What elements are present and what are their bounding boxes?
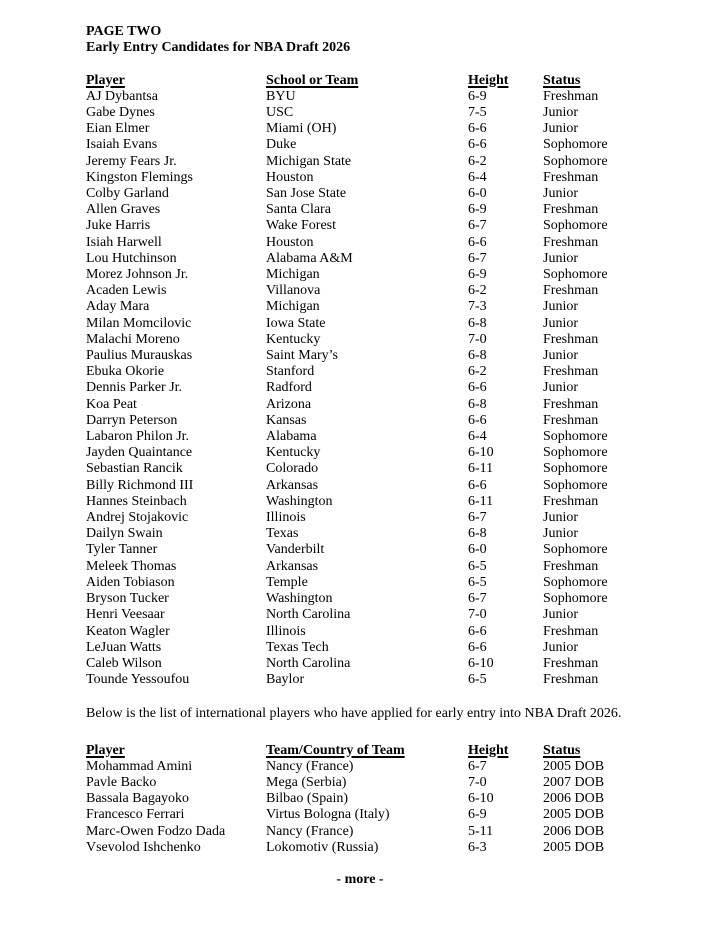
table-cell: Michigan State bbox=[266, 153, 352, 169]
table-row bbox=[86, 624, 634, 640]
table-cell: 7-0 bbox=[468, 607, 487, 623]
table-cell: Jayden Quaintance bbox=[86, 445, 193, 461]
table-cell: Junior bbox=[543, 607, 578, 623]
table-cell: Villanova bbox=[266, 283, 321, 299]
table-row bbox=[86, 380, 634, 396]
table-row bbox=[86, 105, 634, 121]
table-cell: Houston bbox=[266, 169, 314, 185]
table-cell: 6-8 bbox=[468, 348, 487, 364]
table-row bbox=[86, 445, 634, 461]
table-cell: Junior bbox=[543, 250, 578, 266]
table-row bbox=[86, 478, 634, 494]
international-table-body bbox=[86, 759, 634, 856]
table-row bbox=[86, 824, 634, 840]
table-cell: Junior bbox=[543, 315, 578, 331]
table-row bbox=[86, 283, 634, 299]
table-cell: Alabama A&M bbox=[266, 250, 353, 266]
table-cell: Morez Johnson Jr. bbox=[86, 267, 189, 283]
table-row bbox=[86, 672, 634, 688]
table-cell: 6-11 bbox=[468, 461, 494, 477]
table-cell: 6-6 bbox=[468, 412, 487, 428]
table-cell: Milan Momcilovic bbox=[86, 315, 192, 331]
table-cell: Alabama bbox=[266, 429, 317, 445]
table-cell: Sophomore bbox=[543, 574, 608, 590]
table-cell: Pavle Backo bbox=[86, 774, 157, 790]
table-cell: Freshman bbox=[543, 672, 599, 688]
table-row bbox=[86, 542, 634, 558]
international-intro-text: Below is the list of international players who have applied for early entry into NBA Draft 2026. bbox=[86, 706, 622, 722]
table-cell: Koa Peat bbox=[86, 396, 137, 412]
table-cell: Sophomore bbox=[543, 137, 608, 153]
table-cell: Freshman bbox=[543, 364, 599, 380]
table-cell: 6-0 bbox=[468, 186, 487, 202]
table-cell: Arkansas bbox=[266, 558, 319, 574]
table-cell: 6-9 bbox=[468, 202, 487, 218]
table-cell: North Carolina bbox=[266, 607, 351, 623]
table-cell: Michigan bbox=[266, 267, 320, 283]
college-col-school: School or Team bbox=[266, 72, 359, 88]
table-cell: Dailyn Swain bbox=[86, 526, 163, 542]
table-cell: Sophomore bbox=[543, 542, 608, 558]
table-cell: Wake Forest bbox=[266, 218, 337, 234]
table-cell: 6-6 bbox=[468, 477, 487, 493]
table-cell: 6-8 bbox=[468, 526, 487, 542]
table-row bbox=[86, 137, 634, 153]
college-table-body bbox=[86, 89, 634, 689]
table-cell: Iowa State bbox=[266, 315, 326, 331]
table-cell: Junior bbox=[543, 639, 578, 655]
table-cell: Sophomore bbox=[543, 429, 608, 445]
intl-col-team: Team/Country of Team bbox=[266, 742, 405, 758]
table-row bbox=[86, 89, 634, 105]
table-cell: 2005 DOB bbox=[543, 758, 605, 774]
spacer bbox=[86, 723, 634, 743]
table-cell: Illinois bbox=[266, 623, 306, 639]
table-row bbox=[86, 251, 634, 267]
table-cell: Keaton Wagler bbox=[86, 623, 170, 639]
table-cell: Acaden Lewis bbox=[86, 283, 167, 299]
header-row bbox=[86, 743, 634, 759]
table-cell: Sebastian Rancik bbox=[86, 461, 183, 477]
table-cell: Washington bbox=[266, 493, 333, 509]
table-cell: Tounde Yessoufou bbox=[86, 672, 190, 688]
table-cell: Isaiah Evans bbox=[86, 137, 158, 153]
table-cell: 6-2 bbox=[468, 364, 487, 380]
table-row bbox=[86, 235, 634, 251]
table-cell: Freshman bbox=[543, 412, 599, 428]
table-cell: 2007 DOB bbox=[543, 774, 605, 790]
table-cell: 6-4 bbox=[468, 169, 487, 185]
table-cell: Junior bbox=[543, 105, 578, 120]
table-cell: Bryson Tucker bbox=[86, 591, 169, 607]
table-cell: Marc-Owen Fodzo Dada bbox=[86, 823, 226, 839]
table-row bbox=[86, 575, 634, 591]
table-row bbox=[86, 461, 634, 477]
table-row bbox=[86, 791, 634, 807]
table-row bbox=[86, 121, 634, 137]
table-row bbox=[86, 807, 634, 823]
table-cell: Bilbao (Spain) bbox=[266, 791, 349, 807]
table-cell: Sophomore bbox=[543, 153, 608, 169]
table-cell: San Jose State bbox=[266, 186, 347, 202]
table-cell: Illinois bbox=[266, 510, 306, 526]
table-cell: Freshman bbox=[543, 396, 599, 412]
table-cell: Sophomore bbox=[543, 445, 608, 461]
table-cell: 6-2 bbox=[468, 153, 487, 169]
table-cell: 2005 DOB bbox=[543, 807, 605, 823]
table-cell: 6-8 bbox=[468, 396, 487, 412]
table-cell: Texas Tech bbox=[266, 639, 329, 655]
table-cell: Sophomore bbox=[543, 477, 608, 493]
table-cell: 7-0 bbox=[468, 774, 487, 790]
table-cell: Junior bbox=[543, 380, 578, 396]
table-row bbox=[86, 218, 634, 234]
table-row bbox=[86, 559, 634, 575]
table-cell: Mohammad Amini bbox=[86, 758, 193, 774]
table-cell: 6-9 bbox=[468, 267, 487, 283]
table-row bbox=[86, 316, 634, 332]
table-cell: Junior bbox=[543, 186, 578, 202]
table-cell: Radford bbox=[266, 380, 312, 396]
table-cell: 6-6 bbox=[468, 121, 487, 137]
table-cell: Vsevolod Ishchenko bbox=[86, 839, 201, 855]
table-cell: Junior bbox=[543, 348, 578, 364]
table-cell: Stanford bbox=[266, 364, 315, 380]
table-cell: 6-7 bbox=[468, 218, 487, 234]
table-cell: Eian Elmer bbox=[86, 121, 150, 137]
table-cell: Arizona bbox=[266, 396, 312, 412]
table-cell: Juke Harris bbox=[86, 218, 151, 234]
table-cell: 6-6 bbox=[468, 137, 487, 153]
college-col-status: Status bbox=[543, 72, 581, 88]
table-cell: 6-6 bbox=[468, 623, 487, 639]
table-cell: 6-10 bbox=[468, 791, 494, 807]
table-cell: Santa Clara bbox=[266, 202, 331, 218]
table-cell: Freshman bbox=[543, 202, 599, 218]
table-cell: 6-7 bbox=[468, 591, 487, 607]
table-cell: Temple bbox=[266, 574, 308, 590]
table-cell: Freshman bbox=[543, 493, 599, 509]
more-footer: - more - bbox=[336, 872, 384, 888]
table-row bbox=[86, 364, 634, 380]
table-cell: USC bbox=[266, 105, 294, 120]
table-cell: Junior bbox=[543, 121, 578, 137]
table-cell: Junior bbox=[543, 526, 578, 542]
table-cell: 6-8 bbox=[468, 315, 487, 331]
table-row bbox=[86, 299, 634, 315]
table-cell: Freshman bbox=[543, 655, 599, 671]
table-row bbox=[86, 429, 634, 445]
table-cell: Lokomotiv (Russia) bbox=[266, 839, 379, 855]
table-row bbox=[86, 526, 634, 542]
spacer bbox=[86, 56, 634, 72]
table-cell: Gabe Dynes bbox=[86, 105, 155, 120]
international-table-header bbox=[86, 743, 634, 759]
table-cell: Aiden Tobiason bbox=[86, 574, 175, 590]
table-row bbox=[86, 332, 634, 348]
table-cell: 6-5 bbox=[468, 672, 487, 688]
table-cell: North Carolina bbox=[266, 655, 351, 671]
table-cell: Andrej Stojakovic bbox=[86, 510, 189, 526]
table-cell: Caleb Wilson bbox=[86, 655, 162, 671]
table-cell: 5-11 bbox=[468, 823, 494, 839]
intl-col-status: Status bbox=[543, 742, 581, 758]
table-row bbox=[86, 494, 634, 510]
table-cell: Ebuka Okorie bbox=[86, 364, 165, 380]
intl-col-height: Height bbox=[468, 742, 509, 758]
table-cell: Freshman bbox=[543, 331, 599, 347]
table-cell: Malachi Moreno bbox=[86, 331, 180, 347]
college-col-height: Height bbox=[468, 72, 509, 88]
table-cell: 6-6 bbox=[468, 639, 487, 655]
table-cell: 6-7 bbox=[468, 758, 487, 774]
table-cell: Freshman bbox=[543, 283, 599, 299]
page-label: PAGE TWO bbox=[86, 24, 162, 39]
table-cell: Dennis Parker Jr. bbox=[86, 380, 183, 396]
table-cell: Labaron Philon Jr. bbox=[86, 429, 190, 445]
college-players-table bbox=[86, 73, 634, 689]
table-cell: Hannes Steinbach bbox=[86, 493, 187, 509]
table-row bbox=[86, 510, 634, 526]
table-cell: Vanderbilt bbox=[266, 542, 325, 558]
table-cell: Kentucky bbox=[266, 445, 321, 461]
table-cell: Sophomore bbox=[543, 267, 608, 283]
table-cell: 6-7 bbox=[468, 250, 487, 266]
table-row bbox=[86, 413, 634, 429]
table-cell: Freshman bbox=[543, 234, 599, 250]
table-cell: Meleek Thomas bbox=[86, 558, 177, 574]
table-cell: Saint Mary’s bbox=[266, 348, 338, 364]
table-cell: Colby Garland bbox=[86, 186, 169, 202]
table-cell: Allen Graves bbox=[86, 202, 161, 218]
table-cell: Kansas bbox=[266, 412, 307, 428]
table-cell: Darryn Peterson bbox=[86, 412, 178, 428]
table-cell: 6-7 bbox=[468, 510, 487, 526]
table-cell: Francesco Ferrari bbox=[86, 807, 185, 823]
table-row bbox=[86, 348, 634, 364]
table-cell: Billy Richmond III bbox=[86, 477, 194, 493]
table-cell: 6-4 bbox=[468, 429, 487, 445]
table-row bbox=[86, 202, 634, 218]
table-cell: 7-3 bbox=[468, 299, 487, 315]
table-cell: Henri Veesaar bbox=[86, 607, 165, 623]
table-cell: Nancy (France) bbox=[266, 758, 354, 774]
table-cell: Colorado bbox=[266, 461, 319, 477]
table-row bbox=[86, 656, 634, 672]
table-cell: 6-2 bbox=[468, 283, 487, 299]
table-cell: Sophomore bbox=[543, 218, 608, 234]
table-cell: Mega (Serbia) bbox=[266, 774, 347, 790]
table-cell: 2006 DOB bbox=[543, 823, 605, 839]
table-cell: 6-0 bbox=[468, 542, 487, 558]
table-cell: 6-6 bbox=[468, 380, 487, 396]
table-cell: Paulius Murauskas bbox=[86, 348, 193, 364]
table-row bbox=[86, 640, 634, 656]
college-table-header bbox=[86, 73, 634, 89]
table-cell: Freshman bbox=[543, 623, 599, 639]
table-row bbox=[86, 607, 634, 623]
table-cell: Arkansas bbox=[266, 477, 319, 493]
table-cell: Lou Hutchinson bbox=[86, 250, 177, 266]
table-cell: 6-3 bbox=[468, 839, 487, 855]
table-row bbox=[86, 154, 634, 170]
table-cell: Duke bbox=[266, 137, 297, 153]
table-cell: 2005 DOB bbox=[543, 839, 605, 855]
table-cell: Washington bbox=[266, 591, 333, 607]
table-cell: Junior bbox=[543, 299, 578, 315]
table-cell: Miami (OH) bbox=[266, 121, 337, 137]
table-cell: 6-10 bbox=[468, 655, 494, 671]
table-cell: Houston bbox=[266, 234, 314, 250]
table-row bbox=[86, 267, 634, 283]
table-cell: Nancy (France) bbox=[266, 823, 354, 839]
table-cell: Freshman bbox=[543, 558, 599, 574]
table-cell: Tyler Tanner bbox=[86, 542, 158, 558]
table-cell: 6-5 bbox=[468, 574, 487, 590]
table-cell: AJ Dybantsa bbox=[86, 88, 158, 104]
table-row bbox=[86, 170, 634, 186]
table-cell: 6-9 bbox=[468, 807, 487, 823]
table-row bbox=[86, 397, 634, 413]
table-cell: Isiah Harwell bbox=[86, 234, 162, 250]
table-cell: Freshman bbox=[543, 88, 599, 104]
table-cell: 6-11 bbox=[468, 493, 494, 509]
table-cell: 2006 DOB bbox=[543, 791, 605, 807]
intl-col-player: Player bbox=[86, 742, 125, 758]
table-cell: 7-5 bbox=[468, 105, 487, 120]
table-cell: Sophomore bbox=[543, 591, 608, 607]
college-col-player: Player bbox=[86, 72, 125, 88]
table-row bbox=[86, 591, 634, 607]
table-cell: Freshman bbox=[543, 169, 599, 185]
table-row bbox=[86, 759, 634, 775]
table-cell: 6-9 bbox=[468, 88, 487, 104]
spacer bbox=[86, 688, 634, 706]
table-cell: 7-0 bbox=[468, 331, 487, 347]
document-title: Early Entry Candidates for NBA Draft 2026 bbox=[86, 40, 351, 56]
table-cell: Jeremy Fears Jr. bbox=[86, 153, 177, 169]
table-cell: 6-10 bbox=[468, 445, 494, 461]
table-cell: Bassala Bagayoko bbox=[86, 791, 190, 807]
table-cell: Sophomore bbox=[543, 461, 608, 477]
spacer bbox=[86, 856, 634, 872]
table-cell: Michigan bbox=[266, 299, 320, 315]
table-cell: Texas bbox=[266, 526, 299, 542]
international-players-table bbox=[86, 743, 634, 856]
table-cell: Baylor bbox=[266, 672, 305, 688]
table-row bbox=[86, 840, 634, 856]
table-row bbox=[86, 775, 634, 791]
table-cell: BYU bbox=[266, 88, 296, 104]
table-cell: LeJuan Watts bbox=[86, 639, 162, 655]
table-cell: 6-5 bbox=[468, 558, 487, 574]
table-cell: Virtus Bologna (Italy) bbox=[266, 807, 390, 823]
table-cell: 6-6 bbox=[468, 234, 487, 250]
table-cell: Kentucky bbox=[266, 331, 321, 347]
table-cell: Kingston Flemings bbox=[86, 169, 193, 185]
table-cell: Aday Mara bbox=[86, 299, 150, 315]
table-cell: Junior bbox=[543, 510, 578, 526]
table-row bbox=[86, 186, 634, 202]
header-row bbox=[86, 73, 634, 89]
